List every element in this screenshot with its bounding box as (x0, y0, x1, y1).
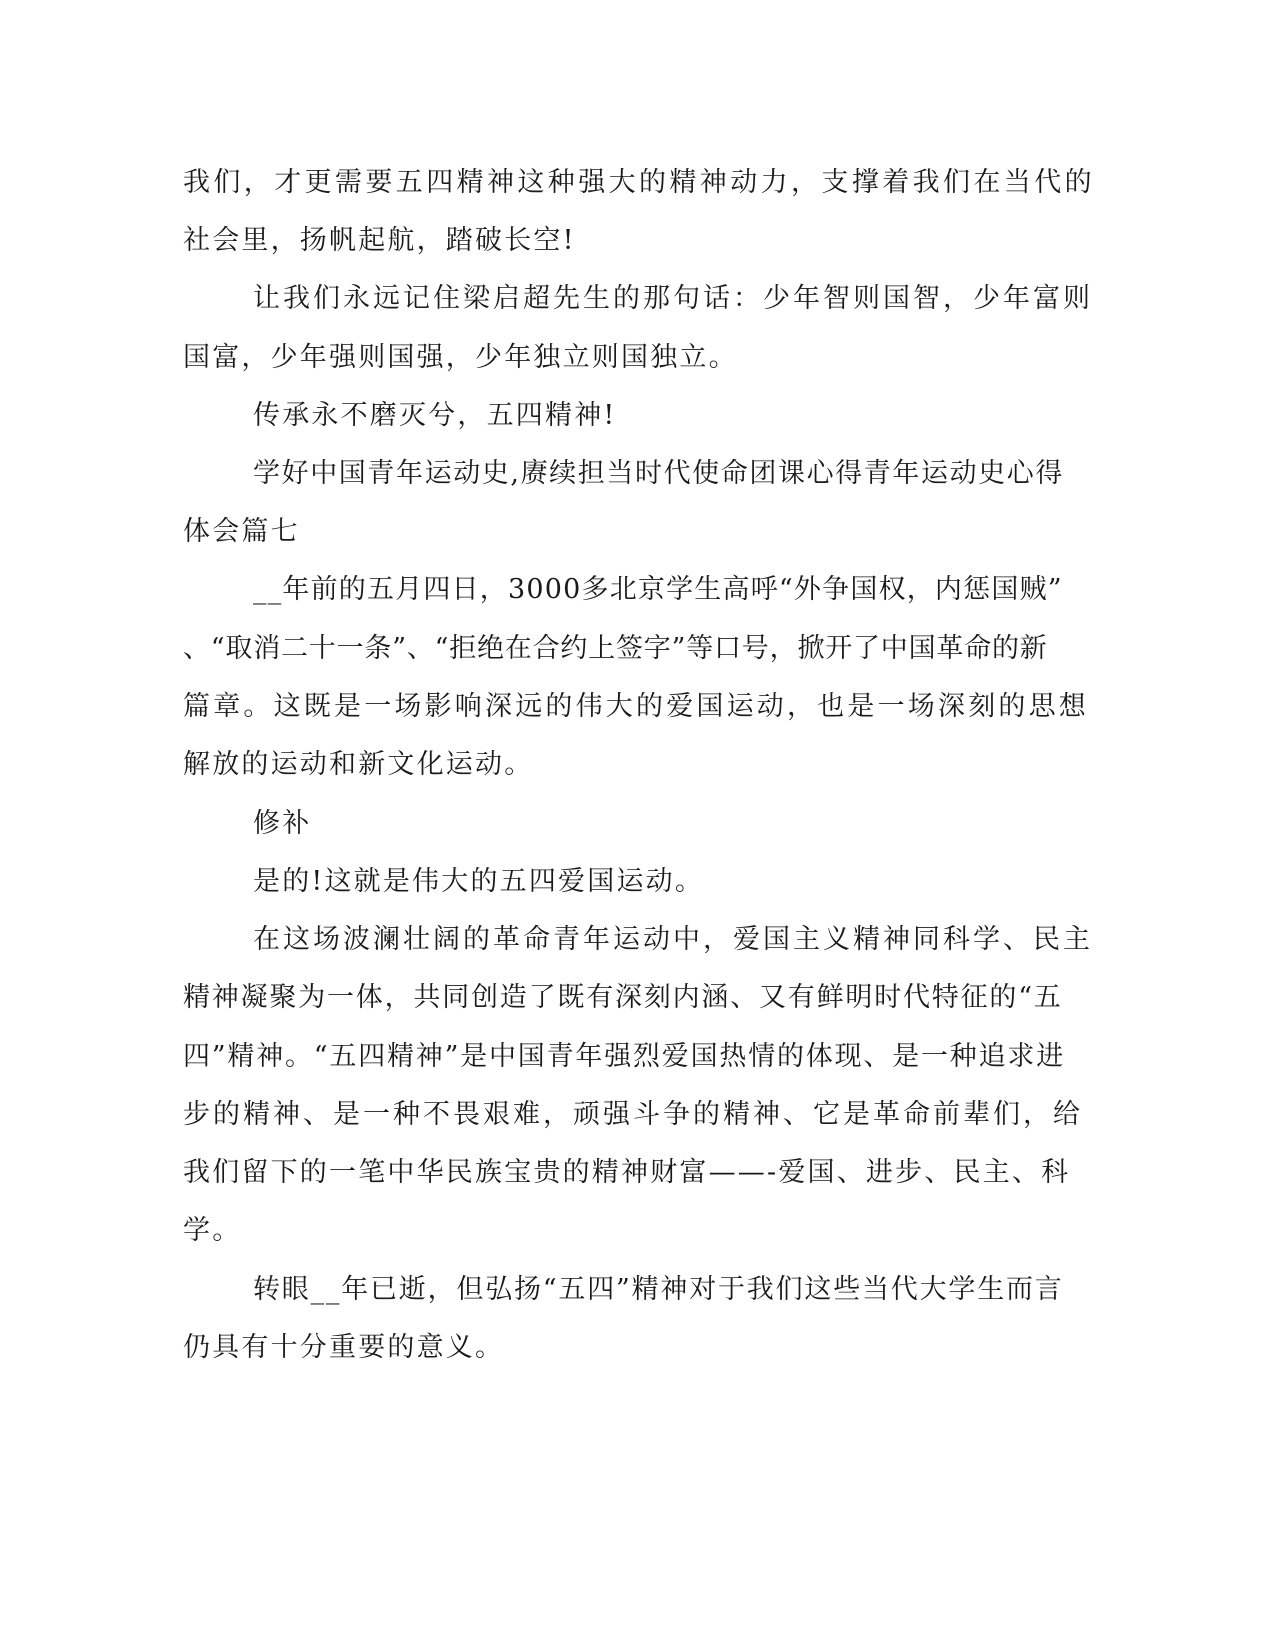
text-line: 精神凝聚为一体，共同创造了既有深刻内涵、又有鲜明时代特征的“五 (183, 982, 1063, 1013)
text-line: 学好中国青年运动史,赓续担当时代使命团课心得青年运动史心得 (253, 458, 1064, 489)
text-line: 我们留下的一笔中华民族宝贵的精神财富——-爱国、进步、民主、科 (183, 1157, 1071, 1188)
text-line: 解放的运动和新文化运动。 (183, 749, 534, 780)
text-line: 转眼__年已逝，但弘扬“五四”精神对于我们这些当代大学生而言 (253, 1274, 1064, 1305)
text-line: 学。 (183, 1215, 242, 1246)
text-line: 国富，少年强则国强，少年独立则国独立。 (183, 342, 738, 373)
text-line: 让我们永远记住梁启超先生的那句话：少年智则国智，少年富则 (253, 283, 1093, 314)
text-line: 社会里，扬帆起航，踏破长空! (183, 225, 576, 256)
text-line: 体会篇七 (183, 516, 300, 547)
text-line: 是的!这就是伟大的五四爱国运动。 (253, 866, 705, 897)
text-line: __年前的五月四日，3000多北京学生高呼“外争国权，内惩国贼” (253, 574, 1063, 605)
text-line: 篇章。这既是一场影响深远的伟大的爱国运动，也是一场深刻的思想 (183, 691, 1089, 722)
text-line: 步的精神、是一种不畏艰难，顽强斗争的精神、它是革命前辈们，给 (183, 1099, 1083, 1130)
text-line: 修补 (253, 808, 312, 839)
text-line: 传承永不磨灭兮，五四精神! (253, 400, 617, 431)
text-line: 仍具有十分重要的意义。 (183, 1332, 505, 1363)
text-line: 我们，才更需要五四精神这种强大的精神动力，支撑着我们在当代的 (183, 167, 1095, 198)
text-line: 四”精神。“五四精神”是中国青年强烈爱国热情的体现、是一种追求进 (183, 1041, 1066, 1072)
text-line: 在这场波澜壮阔的革命青年运动中，爱国主义精神同科学、民主 (253, 924, 1093, 955)
text-line: 、“取消二十一条”、“拒绝在合约上签字”等口号，掀开了中国革命的新 (183, 633, 1048, 664)
